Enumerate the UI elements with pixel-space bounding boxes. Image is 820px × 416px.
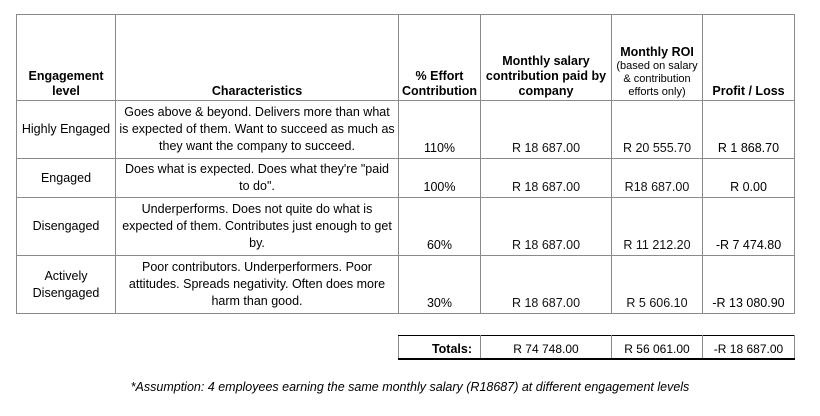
- row-effort: 30%: [399, 256, 481, 314]
- engagement-table: [16, 14, 795, 314]
- row-roi: R18 687.00: [612, 159, 703, 198]
- row-profit: -R 7 474.80: [703, 198, 795, 256]
- header-profit-loss: Profit / Loss: [703, 15, 795, 101]
- row-profit: R 0.00: [703, 159, 795, 198]
- table-row: [17, 159, 795, 198]
- header-characteristics: Characteristics: [116, 15, 399, 101]
- row-salary: R 18 687.00: [481, 159, 612, 198]
- row-characteristics: Poor contributors. Underperformers. Poor attitudes. Spreads negativity. Often does more harm than good.: [116, 256, 399, 314]
- table-row: [17, 198, 795, 256]
- row-characteristics: Goes above & beyond. Delivers more than what is expected of them. Want to succeed as much as they want the company to succeed.: [116, 101, 399, 159]
- table-row: [17, 256, 795, 314]
- row-level: Actively Disengaged: [17, 256, 116, 314]
- row-effort: 110%: [399, 101, 481, 159]
- header-roi-note: (based on salary & contribution efforts only): [616, 60, 698, 98]
- row-level: Disengaged: [17, 198, 116, 256]
- row-profit: R 1 868.70: [703, 101, 795, 159]
- row-effort: 100%: [399, 159, 481, 198]
- totals-roi: R 56 061.00: [612, 336, 703, 360]
- row-profit: -R 13 080.90: [703, 256, 795, 314]
- header-engagement-level: Engagement level: [17, 15, 116, 101]
- row-level: Highly Engaged: [17, 101, 116, 159]
- header-effort-contribution: % Effort Contribution: [399, 15, 481, 101]
- row-level: Engaged: [17, 159, 116, 198]
- row-salary: R 18 687.00: [481, 256, 612, 314]
- header-roi-title: Monthly ROI: [620, 45, 694, 59]
- row-characteristics: Does what is expected. Does what they're "paid to do".: [116, 159, 399, 198]
- row-salary: R 18 687.00: [481, 198, 612, 256]
- totals-label: Totals:: [399, 336, 481, 360]
- totals-row: [399, 336, 795, 360]
- table-row: [17, 101, 795, 159]
- row-roi: R 11 212.20: [612, 198, 703, 256]
- totals-table: [398, 335, 795, 360]
- row-characteristics: Underperforms. Does not quite do what is expected of them. Contributes just enough to get by.: [116, 198, 399, 256]
- totals-salary: R 74 748.00: [481, 336, 612, 360]
- header-monthly-salary: Monthly salary contribution paid by company: [481, 15, 612, 101]
- header-monthly-roi: [612, 15, 703, 101]
- row-salary: R 18 687.00: [481, 101, 612, 159]
- header-row: [17, 15, 795, 101]
- totals-profit: -R 18 687.00: [703, 336, 795, 360]
- row-effort: 60%: [399, 198, 481, 256]
- assumption-footnote: *Assumption: 4 employees earning the same monthly salary (R18687) at different engagement levels: [130, 380, 690, 394]
- row-roi: R 20 555.70: [612, 101, 703, 159]
- row-roi: R 5 606.10: [612, 256, 703, 314]
